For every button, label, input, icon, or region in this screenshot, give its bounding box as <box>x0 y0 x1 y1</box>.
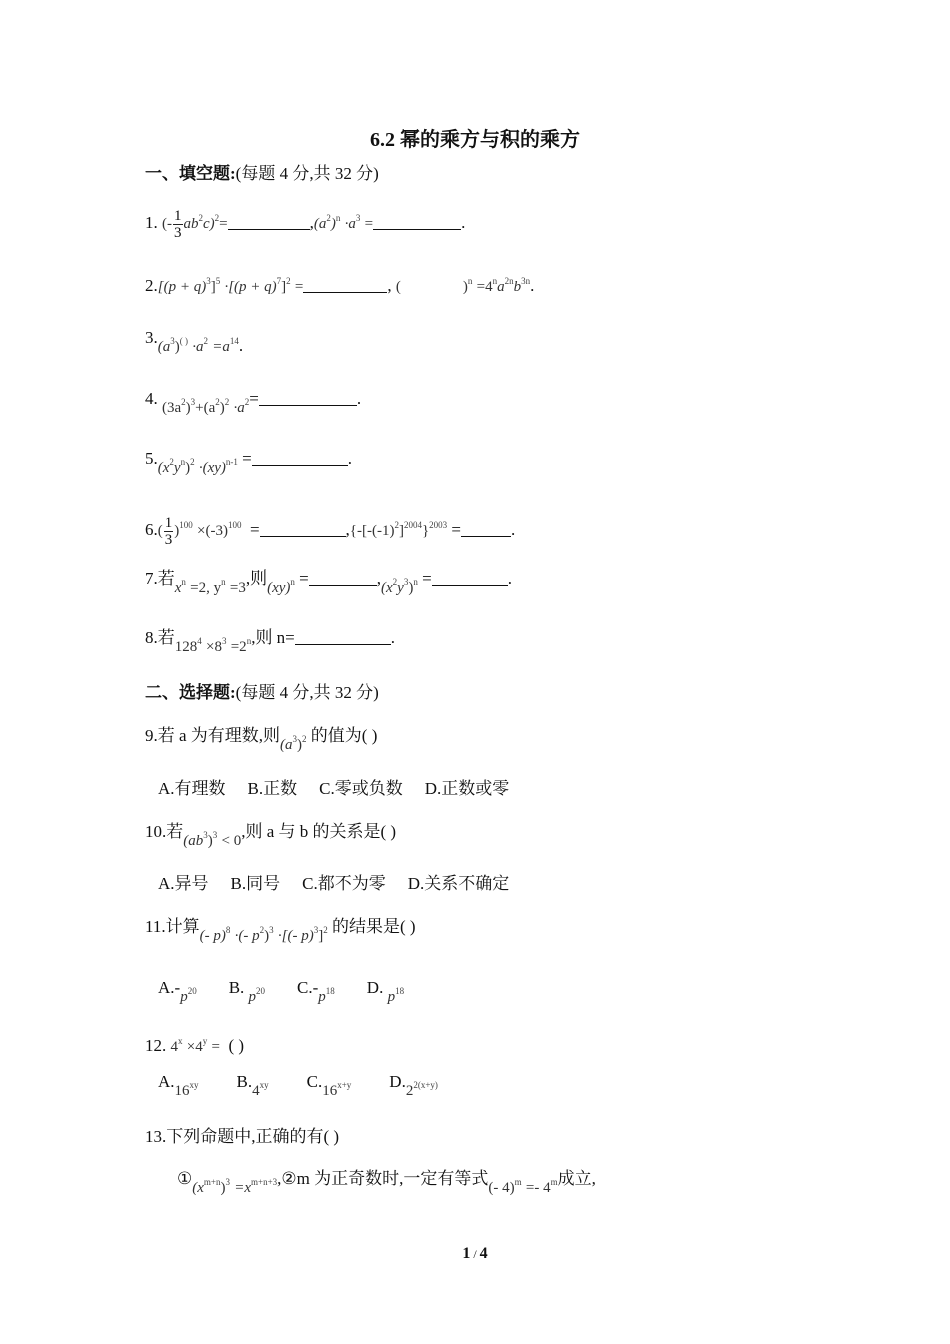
exponent: m <box>514 1177 522 1187</box>
math-text: [(p + q) <box>157 279 207 295</box>
math-text: ·a <box>192 339 204 355</box>
period: . <box>511 520 516 539</box>
exponent: 2 <box>181 397 186 407</box>
option-label: B. <box>228 978 245 997</box>
math-text: ] <box>318 928 324 944</box>
option-label: A. <box>158 1072 175 1091</box>
exponent: 3 <box>190 397 196 407</box>
exponent: 3 <box>225 1177 230 1187</box>
math-text: = <box>242 449 252 468</box>
exponent: m <box>550 1177 558 1187</box>
math-text: ] <box>281 279 287 295</box>
exponent: 2 <box>302 734 307 744</box>
math-text: x <box>174 580 182 596</box>
exponent: 2 <box>169 457 174 467</box>
math-text: (3a <box>162 400 182 416</box>
answer-blank[interactable] <box>252 449 348 466</box>
exponent: 3 <box>206 276 211 286</box>
math-text: ) <box>185 400 191 416</box>
math-text: (x <box>157 460 170 476</box>
option-c[interactable] <box>306 1066 352 1099</box>
option-c[interactable]: C.零或负数 <box>319 779 403 798</box>
exponent: 2 <box>203 336 208 346</box>
question-8 <box>145 622 396 655</box>
exponent: n <box>467 276 473 286</box>
math-text: ·[(- p) <box>277 928 314 944</box>
total-pages: 4 <box>479 1245 488 1262</box>
question-number: 3. <box>145 328 158 347</box>
question-number: 5. <box>145 449 158 468</box>
option-c[interactable]: C.都不为零 <box>302 874 386 893</box>
exponent: y <box>202 1036 208 1046</box>
text: ,则 n= <box>251 628 295 647</box>
exponent: 2 <box>214 213 220 223</box>
math-text: 128 <box>174 639 198 655</box>
math-text: ) <box>185 460 191 476</box>
math-text: =x <box>234 1180 252 1196</box>
exponent: 2(x+y) <box>413 1080 438 1090</box>
exponent: 7 <box>276 276 282 286</box>
math-text: ) <box>408 580 414 596</box>
exponent: 2 <box>244 397 250 407</box>
math-text: = <box>422 569 432 588</box>
question-5 <box>145 443 352 476</box>
math-text: p <box>387 989 396 1005</box>
exponent: 14 <box>229 336 239 346</box>
math-text: ) <box>174 523 180 539</box>
question-text: ,则 a 与 b 的关系是( ) <box>241 822 397 841</box>
fraction-denominator: 3 <box>174 224 182 241</box>
question-number: 6. <box>145 520 158 539</box>
math-text: ( <box>157 523 163 539</box>
math-text: < 0 <box>221 833 242 849</box>
exponent: n <box>221 577 226 587</box>
option-b[interactable] <box>236 1066 269 1099</box>
math-text: ( <box>395 279 401 295</box>
exponent: 20 <box>256 986 266 996</box>
math-text: = <box>451 520 462 539</box>
math-text: = <box>249 520 260 539</box>
option-d[interactable] <box>366 972 405 1005</box>
math-text: =2 <box>230 639 247 655</box>
math-text: c) <box>203 216 215 232</box>
answer-blank[interactable] <box>260 520 346 537</box>
question-10 <box>145 816 397 849</box>
math-text: =4 <box>476 279 493 295</box>
exponent: 3 <box>292 734 298 744</box>
question-11-options <box>158 972 426 1005</box>
question-number: 8.若 <box>145 628 175 647</box>
exponent: 18 <box>395 986 405 996</box>
option-a[interactable] <box>158 1066 199 1099</box>
section-note: (每题 4 分,共 32 分) <box>235 164 379 183</box>
math-text: (a <box>157 339 171 355</box>
exponent: 2003 <box>429 520 448 530</box>
math-text: = <box>364 216 374 232</box>
question-10-options <box>158 873 531 895</box>
math-text: a <box>497 279 505 295</box>
option-label: C. <box>306 1072 323 1091</box>
period: . <box>356 389 362 408</box>
statement-marker: ① <box>177 1169 193 1188</box>
math-text: (ab <box>183 833 204 849</box>
question-11 <box>145 911 416 944</box>
question-12-options <box>158 1066 460 1099</box>
math-text: = <box>294 279 304 295</box>
answer-blank[interactable] <box>259 389 357 406</box>
question-text: 10.若 <box>145 822 184 841</box>
math-text: 16 <box>174 1083 190 1099</box>
math-text: ) <box>174 339 180 355</box>
exponent: n <box>290 577 295 587</box>
exponent: n <box>335 213 341 223</box>
question-2 <box>145 270 534 298</box>
fraction-numerator: 1 <box>174 207 182 224</box>
fraction-numerator: 1 <box>164 514 173 531</box>
exponent: 100 <box>179 520 193 530</box>
exponent: n <box>246 636 252 646</box>
math-text: = <box>219 216 228 232</box>
math-text: ·(- p <box>234 928 260 944</box>
option-label: D. <box>389 1072 406 1091</box>
math-text: ] <box>210 279 216 295</box>
exponent: 3 <box>212 830 218 840</box>
period: . <box>347 449 352 468</box>
exponent: 3 <box>221 636 227 646</box>
answer-blank[interactable] <box>432 569 508 586</box>
question-13-statements <box>177 1163 596 1196</box>
exponent: 2 <box>198 213 203 223</box>
math-text: ab <box>183 216 199 232</box>
exponent: 8 <box>225 925 231 935</box>
exponent: 3 <box>355 213 361 223</box>
section-fill-in-header <box>145 163 379 185</box>
question-6 <box>145 514 515 548</box>
separator: , <box>345 520 350 539</box>
fraction-denominator: 3 <box>164 531 173 548</box>
exponent: 3 <box>269 925 274 935</box>
answer-blank[interactable] <box>309 569 377 586</box>
math-text: 4 <box>170 1039 178 1055</box>
question-13 <box>145 1126 339 1148</box>
math-text: ) <box>330 216 336 232</box>
math-text: ×4 <box>186 1039 203 1055</box>
answer-blank[interactable] <box>295 628 391 645</box>
question-text: ( ) <box>228 1036 245 1055</box>
math-text: +(a <box>195 400 216 416</box>
option-d[interactable] <box>389 1066 438 1099</box>
question-text: 13.下列命题中,正确的有( ) <box>145 1127 340 1146</box>
exponent: n <box>413 577 418 587</box>
option-b[interactable]: B.同号 <box>230 874 281 893</box>
answer-blank[interactable] <box>373 213 461 230</box>
option-label: A.- <box>158 978 181 997</box>
math-text: 16 <box>322 1083 338 1099</box>
answer-blank[interactable] <box>228 213 310 230</box>
math-text: y <box>173 460 181 476</box>
option-a[interactable]: A.有理数 <box>158 779 226 798</box>
math-text: =2, y <box>190 580 222 596</box>
exponent: 3n <box>521 276 531 286</box>
exponent: n-1 <box>225 457 238 467</box>
math-text: (x <box>192 1180 204 1196</box>
exponent: 2 <box>286 276 291 286</box>
math-text: ) <box>207 833 213 849</box>
period: . <box>238 336 244 355</box>
math-text: = <box>211 1039 220 1055</box>
question-7 <box>145 563 512 596</box>
exponent: 2 <box>215 397 220 407</box>
exponent: 3 <box>313 925 319 935</box>
question-4 <box>145 383 362 416</box>
math-text: ) <box>220 1180 226 1196</box>
option-a[interactable]: A.异号 <box>158 874 209 893</box>
math-text: ·(xy) <box>198 460 226 476</box>
math-text: ) <box>264 928 270 944</box>
math-text: } <box>421 523 430 539</box>
period: . <box>507 569 512 588</box>
exponent: m+n+3 <box>251 1177 278 1187</box>
exponent-blank[interactable]: ( ) <box>179 336 188 346</box>
exponent: 2004 <box>403 520 422 530</box>
option-a[interactable] <box>158 972 197 1005</box>
separator: , <box>309 213 314 232</box>
exponent: 3 <box>203 830 208 840</box>
current-page: 1 <box>462 1245 471 1262</box>
fraction <box>173 208 183 241</box>
section-label: 一、填空题: <box>145 164 236 183</box>
answer-blank[interactable] <box>461 520 511 537</box>
option-d[interactable]: D.关系不确定 <box>407 874 510 893</box>
question-3 <box>145 322 244 355</box>
period: . <box>390 628 396 647</box>
exponent: 2 <box>259 925 265 935</box>
separator: , <box>387 276 392 295</box>
math-text: ·a <box>344 216 356 232</box>
section-choice-header <box>145 682 379 704</box>
question-number: 12. <box>145 1036 167 1055</box>
question-9-options <box>158 778 531 800</box>
exponent: n <box>180 457 186 467</box>
exponent: 2 <box>323 925 328 935</box>
math-text: ) <box>219 400 225 416</box>
question-text: 11.计算 <box>145 917 200 936</box>
question-number: 4. <box>145 389 158 408</box>
question-12 <box>145 1030 244 1058</box>
exponent: 3 <box>403 577 409 587</box>
exponent: x <box>178 1036 183 1046</box>
math-text: ·a <box>233 400 245 416</box>
exponent: 2 <box>394 520 399 530</box>
math-text: {-[-(-1) <box>349 523 395 539</box>
option-label: C.- <box>297 978 319 997</box>
math-text: = <box>249 389 259 408</box>
exponent: 100 <box>227 520 242 530</box>
question-1 <box>145 207 465 241</box>
answer-blank[interactable] <box>303 276 387 293</box>
exponent: xy <box>259 1080 269 1090</box>
exponent: 2n <box>504 276 514 286</box>
math-text: ·[(p + q) <box>224 279 277 295</box>
exponent: n <box>492 276 498 286</box>
question-number: 1. <box>145 213 158 232</box>
option-b[interactable]: B.正数 <box>247 779 298 798</box>
exponent: 2 <box>190 457 195 467</box>
exponent: 4 <box>197 636 202 646</box>
exponent: n <box>181 577 186 587</box>
math-text: (- 4) <box>488 1180 515 1196</box>
fraction <box>164 515 174 548</box>
math-text: 4 <box>252 1083 260 1099</box>
exponent: xy <box>189 1080 199 1090</box>
math-text: =3 <box>229 580 246 596</box>
math-text: ) <box>297 737 303 753</box>
option-label: B. <box>236 1072 253 1091</box>
math-text: (xy) <box>267 580 291 596</box>
math-text: (a <box>280 737 293 753</box>
math-text: (x <box>381 580 393 596</box>
math-text: y <box>397 580 404 596</box>
page-number <box>0 1245 950 1263</box>
math-text: p <box>180 989 188 1005</box>
option-label: D. <box>366 978 384 997</box>
exponent: 20 <box>187 986 197 996</box>
math-text: ) <box>462 279 468 295</box>
text: ,则 <box>245 569 268 588</box>
math-text: = <box>299 569 309 588</box>
page-title: 6.2 幂的乘方与积的乘方 <box>370 129 580 151</box>
math-text: =a <box>212 339 230 355</box>
option-b[interactable] <box>228 972 266 1005</box>
math-text: b <box>513 279 522 295</box>
period: . <box>461 213 466 232</box>
section-note: (每题 4 分,共 32 分) <box>235 683 379 702</box>
option-c[interactable] <box>297 972 335 1005</box>
option-d[interactable]: D.正数或零 <box>424 779 510 798</box>
math-text: p <box>248 989 257 1005</box>
math-text: =- 4 <box>525 1180 551 1196</box>
math-text: (- <box>162 216 172 232</box>
exponent: 2 <box>326 213 331 223</box>
question-9 <box>145 720 378 753</box>
period: . <box>530 276 535 295</box>
page-separator: / <box>473 1247 477 1261</box>
exponent: 18 <box>325 986 335 996</box>
statement-text: ,②m 为正奇数时,一定有等式 <box>277 1169 489 1188</box>
statement-text: 成立, <box>557 1169 596 1188</box>
exponent: 2 <box>392 577 398 587</box>
question-text: 9.若 a 为有理数,则 <box>145 726 281 745</box>
exponent: 5 <box>215 276 221 286</box>
question-number: 2. <box>145 276 158 295</box>
exponent: m+n <box>203 1177 221 1187</box>
separator: , <box>376 569 382 588</box>
math-text: p <box>318 989 326 1005</box>
exponent: 3 <box>170 336 175 346</box>
math-text: ] <box>398 523 404 539</box>
section-label: 二、选择题: <box>145 683 236 702</box>
math-text: 2 <box>405 1083 414 1099</box>
math-text: ×(-3) <box>197 523 228 539</box>
question-number: 7.若 <box>145 569 175 588</box>
question-text: 的值为( ) <box>310 726 378 745</box>
exponent: 2 <box>224 397 230 407</box>
question-text: 的结果是( ) <box>331 917 416 936</box>
math-text: ×8 <box>206 639 222 655</box>
exponent: x+y <box>337 1080 352 1090</box>
math-text: (- p) <box>199 928 226 944</box>
math-text: (a <box>313 216 327 232</box>
